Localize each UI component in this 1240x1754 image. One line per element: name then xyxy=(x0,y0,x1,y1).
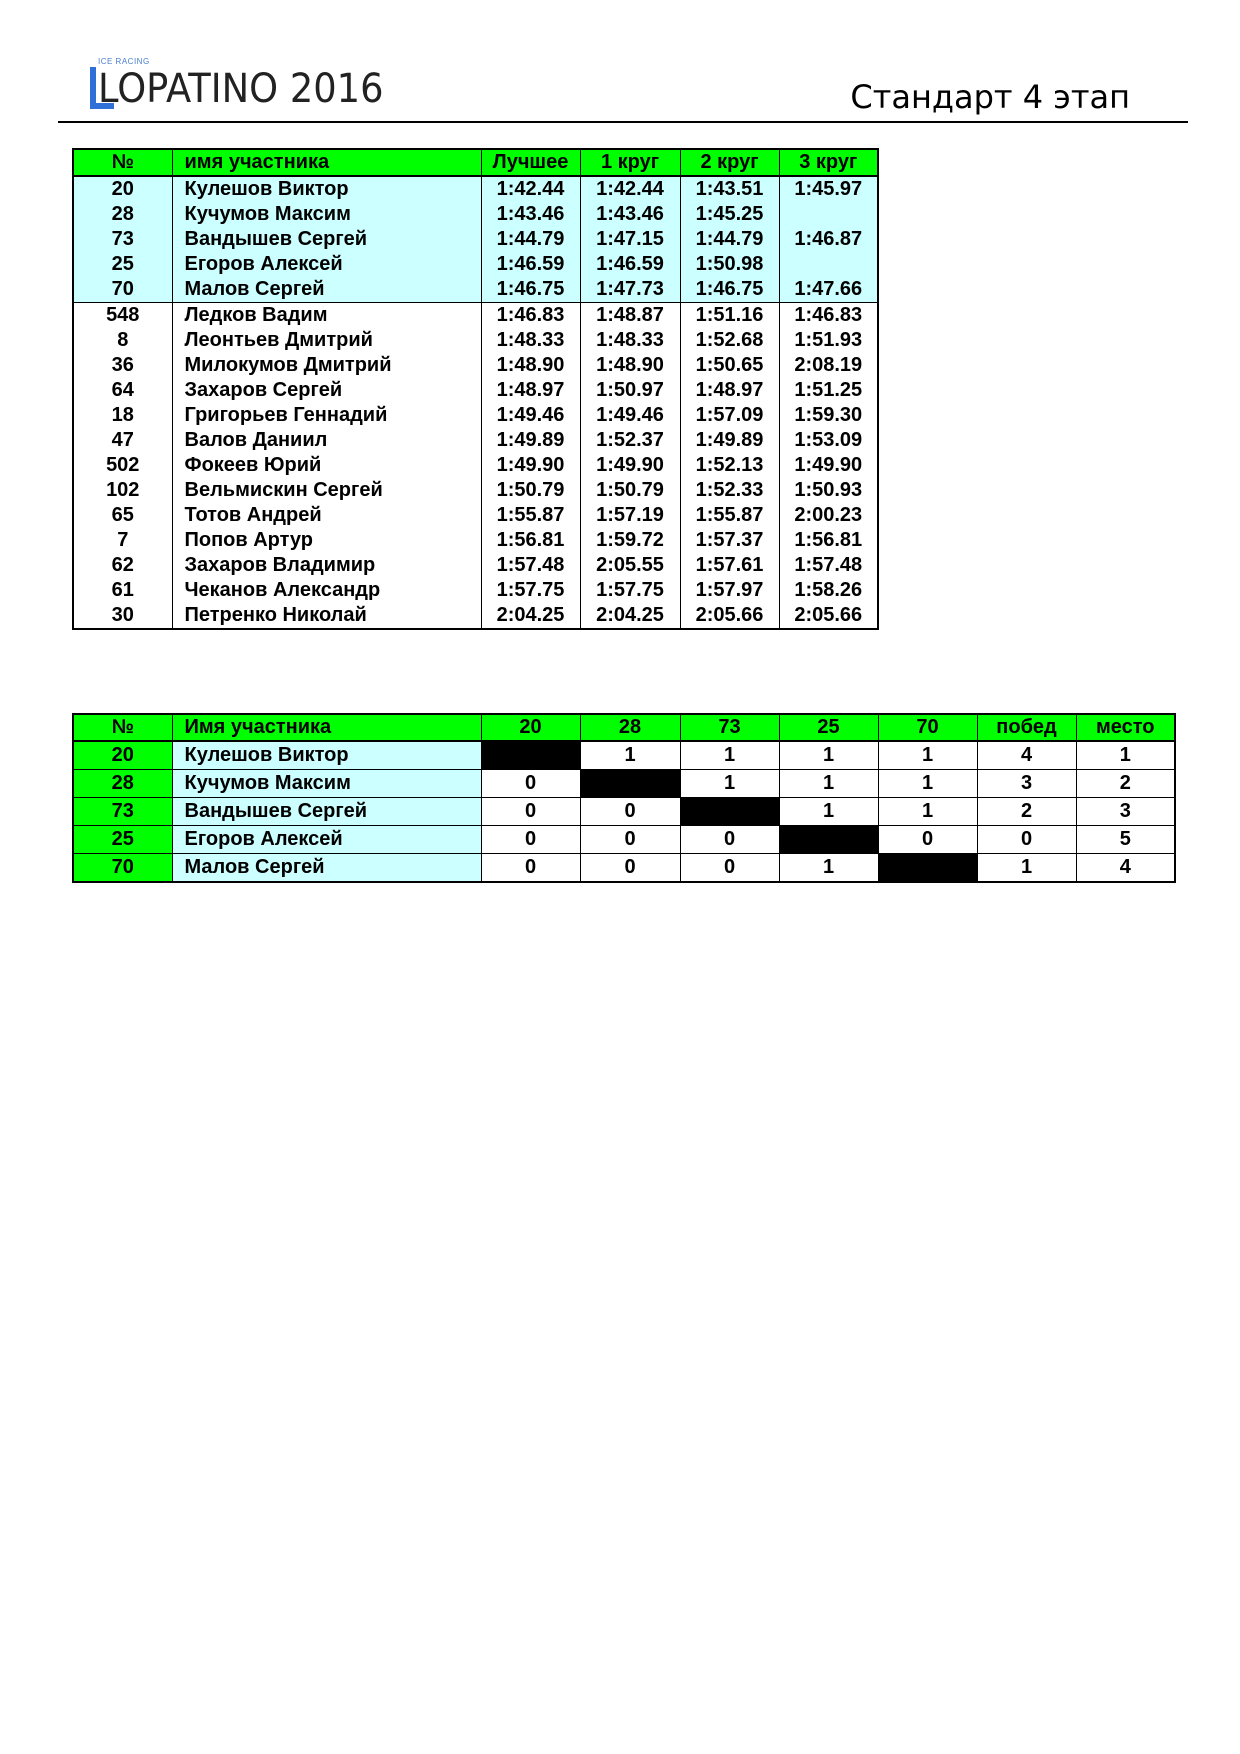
vs-28: 0 xyxy=(580,854,680,883)
lap-2: 1:50.65 xyxy=(680,353,779,378)
results-row xyxy=(73,403,878,428)
self-match-cell xyxy=(878,854,977,883)
results-header-row xyxy=(73,149,878,176)
rider-number: 30 xyxy=(73,603,172,629)
lap-2: 1:57.37 xyxy=(680,528,779,553)
best-lap: 1:57.75 xyxy=(481,578,580,603)
rider-name: Захаров Сергей xyxy=(172,378,481,403)
lap-1: 1:46.59 xyxy=(580,252,680,277)
rider-name: Кулешов Виктор xyxy=(172,741,481,770)
best-lap: 1:55.87 xyxy=(481,503,580,528)
lap-2: 1:52.33 xyxy=(680,478,779,503)
vs-20: 0 xyxy=(481,854,580,883)
rider-name: Кучумов Максим xyxy=(172,202,481,227)
vs-70: 0 xyxy=(878,826,977,854)
vs-70: 1 xyxy=(878,741,977,770)
column-header: место xyxy=(1076,714,1175,741)
wins: 2 xyxy=(977,798,1076,826)
matrix-row xyxy=(73,798,1175,826)
results-row xyxy=(73,378,878,403)
place: 5 xyxy=(1076,826,1175,854)
results-row xyxy=(73,503,878,528)
lap-3: 1:51.25 xyxy=(779,378,878,403)
lap-3: 2:00.23 xyxy=(779,503,878,528)
rider-number: 25 xyxy=(73,826,172,854)
rider-number: 70 xyxy=(73,854,172,883)
results-row xyxy=(73,578,878,603)
lap-1: 1:59.72 xyxy=(580,528,680,553)
lap-1: 1:47.15 xyxy=(580,227,680,252)
lap-3: 1:46.83 xyxy=(779,303,878,329)
lap-3: 1:58.26 xyxy=(779,578,878,603)
column-header: 28 xyxy=(580,714,680,741)
best-lap: 1:57.48 xyxy=(481,553,580,578)
vs-25: 1 xyxy=(779,770,878,798)
lap-2: 1:50.98 xyxy=(680,252,779,277)
results-row xyxy=(73,453,878,478)
rider-number: 502 xyxy=(73,453,172,478)
results-row xyxy=(73,528,878,553)
rider-number: 36 xyxy=(73,353,172,378)
logo-subtitle: ICE RACING xyxy=(98,57,150,66)
lap-2: 1:49.89 xyxy=(680,428,779,453)
lap-3: 1:47.66 xyxy=(779,277,878,303)
lap-1: 1:48.33 xyxy=(580,328,680,353)
lap-3 xyxy=(779,252,878,277)
rider-name: Григорьев Геннадий xyxy=(172,403,481,428)
lap-1: 1:48.87 xyxy=(580,303,680,329)
matrix-header-row xyxy=(73,714,1175,741)
rider-name: Тотов Андрей xyxy=(172,503,481,528)
best-lap: 1:44.79 xyxy=(481,227,580,252)
lap-3 xyxy=(779,202,878,227)
self-match-cell xyxy=(680,798,779,826)
lap-3: 2:05.66 xyxy=(779,603,878,629)
best-lap: 1:49.90 xyxy=(481,453,580,478)
results-row xyxy=(73,252,878,277)
lap-2: 1:45.25 xyxy=(680,202,779,227)
vs-28: 0 xyxy=(580,798,680,826)
rider-number: 7 xyxy=(73,528,172,553)
vs-25: 1 xyxy=(779,854,878,883)
vs-28: 1 xyxy=(580,741,680,770)
results-row xyxy=(73,603,878,629)
vs-28: 0 xyxy=(580,826,680,854)
place: 1 xyxy=(1076,741,1175,770)
rider-number: 20 xyxy=(73,176,172,202)
best-lap: 1:48.97 xyxy=(481,378,580,403)
vs-25: 1 xyxy=(779,798,878,826)
lap-2: 1:44.79 xyxy=(680,227,779,252)
column-header: 3 круг xyxy=(779,149,878,176)
best-lap: 1:49.89 xyxy=(481,428,580,453)
rider-number: 18 xyxy=(73,403,172,428)
rider-number: 65 xyxy=(73,503,172,528)
results-row xyxy=(73,553,878,578)
lap-3: 1:45.97 xyxy=(779,176,878,202)
head-to-head-table xyxy=(72,713,1176,883)
rider-number: 47 xyxy=(73,428,172,453)
rider-number: 70 xyxy=(73,277,172,303)
rider-number: 20 xyxy=(73,741,172,770)
lap-1: 1:50.79 xyxy=(580,478,680,503)
rider-name: Петренко Николай xyxy=(172,603,481,629)
vs-73: 0 xyxy=(680,854,779,883)
lap-3: 1:53.09 xyxy=(779,428,878,453)
self-match-cell xyxy=(580,770,680,798)
best-lap: 2:04.25 xyxy=(481,603,580,629)
column-header: 1 круг xyxy=(580,149,680,176)
lap-1: 1:49.90 xyxy=(580,453,680,478)
rider-number: 102 xyxy=(73,478,172,503)
lap-1: 1:47.73 xyxy=(580,277,680,303)
results-row xyxy=(73,176,878,202)
rider-name: Фокеев Юрий xyxy=(172,453,481,478)
column-header: Лучшее xyxy=(481,149,580,176)
page-title: Стандарт 4 этап xyxy=(850,78,1130,116)
rider-name: Валов Даниил xyxy=(172,428,481,453)
rider-number: 28 xyxy=(73,770,172,798)
column-header: № xyxy=(73,149,172,176)
rider-name: Попов Артур xyxy=(172,528,481,553)
lap-3: 1:51.93 xyxy=(779,328,878,353)
lap-3: 2:08.19 xyxy=(779,353,878,378)
rider-name: Кучумов Максим xyxy=(172,770,481,798)
best-lap: 1:46.75 xyxy=(481,277,580,303)
results-row xyxy=(73,328,878,353)
results-row xyxy=(73,353,878,378)
results-row xyxy=(73,478,878,503)
column-header: № xyxy=(73,714,172,741)
wins: 3 xyxy=(977,770,1076,798)
lap-2: 1:57.09 xyxy=(680,403,779,428)
lap-3: 1:56.81 xyxy=(779,528,878,553)
best-lap: 1:46.59 xyxy=(481,252,580,277)
self-match-cell xyxy=(481,741,580,770)
lap-3: 1:50.93 xyxy=(779,478,878,503)
lap-2: 1:48.97 xyxy=(680,378,779,403)
rider-name: Вандышев Сергей xyxy=(172,798,481,826)
best-lap: 1:50.79 xyxy=(481,478,580,503)
column-header: имя участника xyxy=(172,149,481,176)
rider-name: Леонтьев Дмитрий xyxy=(172,328,481,353)
lap-1: 2:05.55 xyxy=(580,553,680,578)
lap-2: 1:52.13 xyxy=(680,453,779,478)
lap-1: 1:43.46 xyxy=(580,202,680,227)
column-header: 70 xyxy=(878,714,977,741)
lap-3: 1:46.87 xyxy=(779,227,878,252)
lap-1: 1:48.90 xyxy=(580,353,680,378)
lap-3: 1:49.90 xyxy=(779,453,878,478)
column-header: побед xyxy=(977,714,1076,741)
logo-text: LOPATINO 2016 xyxy=(98,66,384,112)
lap-1: 1:57.75 xyxy=(580,578,680,603)
rider-name: Егоров Алексей xyxy=(172,252,481,277)
rider-name: Захаров Владимир xyxy=(172,553,481,578)
vs-20: 0 xyxy=(481,826,580,854)
vs-73: 0 xyxy=(680,826,779,854)
vs-70: 1 xyxy=(878,798,977,826)
results-row xyxy=(73,428,878,453)
event-logo xyxy=(88,55,388,113)
lap-1: 1:52.37 xyxy=(580,428,680,453)
lap-2: 1:55.87 xyxy=(680,503,779,528)
lap-2: 1:46.75 xyxy=(680,277,779,303)
matrix-row xyxy=(73,826,1175,854)
column-header: 73 xyxy=(680,714,779,741)
rider-number: 8 xyxy=(73,328,172,353)
rider-number: 28 xyxy=(73,202,172,227)
place: 2 xyxy=(1076,770,1175,798)
rider-name: Вельмискин Сергей xyxy=(172,478,481,503)
best-lap: 1:42.44 xyxy=(481,176,580,202)
lap-2: 1:57.97 xyxy=(680,578,779,603)
best-lap: 1:49.46 xyxy=(481,403,580,428)
rider-name: Малов Сергей xyxy=(172,854,481,883)
matrix-row xyxy=(73,741,1175,770)
rider-name: Малов Сергей xyxy=(172,277,481,303)
rider-number: 25 xyxy=(73,252,172,277)
column-header: Имя участника xyxy=(172,714,481,741)
rider-name: Милокумов Дмитрий xyxy=(172,353,481,378)
vs-20: 0 xyxy=(481,770,580,798)
lap-2: 2:05.66 xyxy=(680,603,779,629)
lap-3: 1:59.30 xyxy=(779,403,878,428)
rider-number: 61 xyxy=(73,578,172,603)
best-lap: 1:48.33 xyxy=(481,328,580,353)
rider-name: Чеканов Александр xyxy=(172,578,481,603)
vs-70: 1 xyxy=(878,770,977,798)
wins: 0 xyxy=(977,826,1076,854)
wins: 4 xyxy=(977,741,1076,770)
rider-number: 73 xyxy=(73,798,172,826)
wins: 1 xyxy=(977,854,1076,883)
results-row xyxy=(73,227,878,252)
vs-25: 1 xyxy=(779,741,878,770)
rider-number: 62 xyxy=(73,553,172,578)
column-header: 25 xyxy=(779,714,878,741)
lap-2: 1:51.16 xyxy=(680,303,779,329)
rider-number: 548 xyxy=(73,303,172,329)
results-row xyxy=(73,303,878,329)
lap-1: 1:57.19 xyxy=(580,503,680,528)
vs-20: 0 xyxy=(481,798,580,826)
best-lap: 1:48.90 xyxy=(481,353,580,378)
lap-3: 1:57.48 xyxy=(779,553,878,578)
best-lap: 1:43.46 xyxy=(481,202,580,227)
self-match-cell xyxy=(779,826,878,854)
rider-name: Ледков Вадим xyxy=(172,303,481,329)
best-lap: 1:46.83 xyxy=(481,303,580,329)
lap-1: 2:04.25 xyxy=(580,603,680,629)
rider-name: Вандышев Сергей xyxy=(172,227,481,252)
place: 4 xyxy=(1076,854,1175,883)
matrix-row xyxy=(73,854,1175,883)
results-row xyxy=(73,277,878,303)
lap-2: 1:52.68 xyxy=(680,328,779,353)
rider-number: 73 xyxy=(73,227,172,252)
results-table xyxy=(72,148,879,630)
rider-name: Егоров Алексей xyxy=(172,826,481,854)
lap-2: 1:43.51 xyxy=(680,176,779,202)
lap-2: 1:57.61 xyxy=(680,553,779,578)
column-header: 20 xyxy=(481,714,580,741)
vs-73: 1 xyxy=(680,741,779,770)
rider-number: 64 xyxy=(73,378,172,403)
rider-name: Кулешов Виктор xyxy=(172,176,481,202)
place: 3 xyxy=(1076,798,1175,826)
lap-1: 1:42.44 xyxy=(580,176,680,202)
results-row xyxy=(73,202,878,227)
lap-1: 1:50.97 xyxy=(580,378,680,403)
column-header: 2 круг xyxy=(680,149,779,176)
vs-73: 1 xyxy=(680,770,779,798)
best-lap: 1:56.81 xyxy=(481,528,580,553)
lap-1: 1:49.46 xyxy=(580,403,680,428)
header-divider xyxy=(58,121,1188,123)
matrix-row xyxy=(73,770,1175,798)
